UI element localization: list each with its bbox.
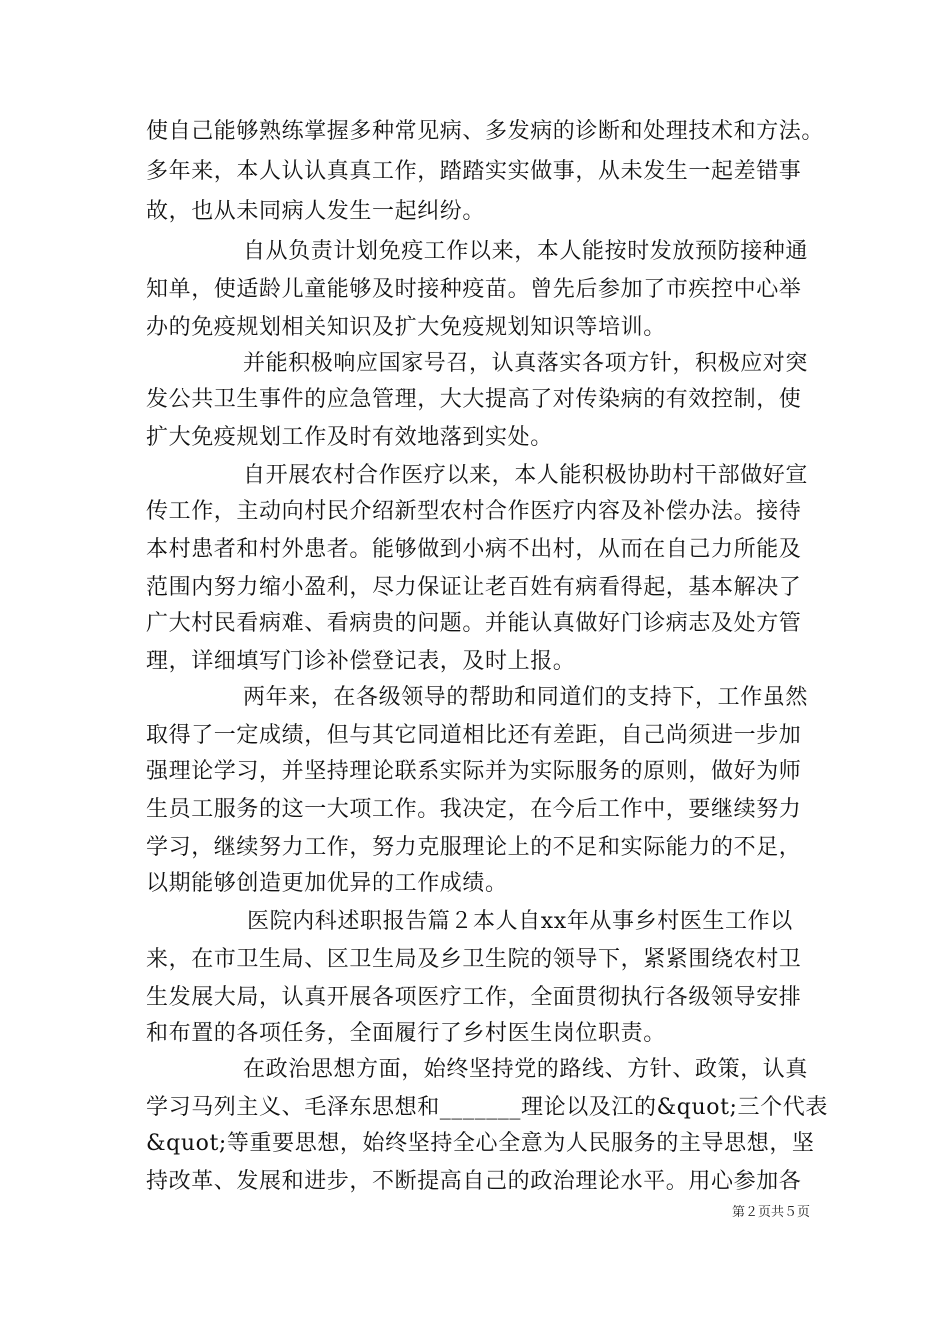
text-line: 生发展大局，认真开展各项医疗工作，全面贯彻执行各级领导安排 xyxy=(146,985,802,1010)
text-line: 办的免疫规划相关知识及扩大免疫规划知识等培训。 xyxy=(146,315,666,340)
text-line: 学习，继续努力工作，努力克服理论上的不足和实际能力的不足， xyxy=(146,835,802,860)
text-line: 生员工服务的这一大项工作。我决定，在今后工作中，要继续努力 xyxy=(146,797,802,822)
paragraph-first-line: 两年来，在各级领导的帮助和同道们的支持下，工作虽然 xyxy=(243,685,809,710)
text-line: 使自己能够熟练掌握多种常见病、多发病的诊断和处理技术和方法。 xyxy=(146,119,825,144)
text-line: 知单，使适龄儿童能够及时接种疫苗。曾先后参加了市疾控中心举 xyxy=(146,277,802,302)
text-line: 理，详细填写门诊补偿登记表，及时上报。 xyxy=(146,649,576,674)
text-line: 广大村民看病难、看病贵的问题。并能认真做好门诊病志及处方管 xyxy=(146,611,802,636)
paragraph-first-line: 自从负责计划免疫工作以来，本人能按时发放预防接种通 xyxy=(243,239,809,264)
text-line: 本村患者和村外患者。能够做到小病不出村，从而在自己力所能及 xyxy=(146,537,802,562)
text-line: 学习马列主义、毛泽东思想和_______理论以及江的&quot;三个代表 xyxy=(146,1095,828,1120)
text-line: 发公共卫生事件的应急管理，大大提高了对传染病的有效控制，使 xyxy=(146,387,802,412)
text-line: 故，也从未同病人发生一起纠纷。 xyxy=(146,199,486,224)
text-line: 扩大免疫规划工作及时有效地落到实处。 xyxy=(146,425,553,450)
text-line: 以期能够创造更加优异的工作成绩。 xyxy=(146,871,508,896)
text-line: 持改革、发展和进步，不断提高自己的政治理论水平。用心参加各 xyxy=(146,1169,802,1194)
text-line: 来，在市卫生局、区卫生局及乡卫生院的领导下，紧紧围绕农村卫 xyxy=(146,947,802,972)
text-line: 传工作，主动向村民介绍新型农村合作医疗内容及补偿办法。接待 xyxy=(146,499,802,524)
text-line: 取得了一定成绩，但与其它同道相比还有差距，自己尚须进一步加 xyxy=(146,723,802,748)
paragraph-first-line: 在政治思想方面，始终坚持党的路线、方针、政策，认真 xyxy=(243,1057,809,1082)
text-line: 强理论学习，并坚持理论联系实际并为实际服务的原则，做好为师 xyxy=(146,759,802,784)
paragraph-first-line: 自开展农村合作医疗以来，本人能积极协助村干部做好宣 xyxy=(243,463,809,488)
text-line: &quot;等重要思想，始终坚持全心全意为人民服务的主导思想，坚 xyxy=(146,1131,815,1156)
page-number: 第２页共５页 xyxy=(731,1205,810,1220)
text-line: 多年来，本人认认真真工作，踏踏实实做事，从未发生一起差错事 xyxy=(146,159,802,184)
paragraph-first-line: 并能积极响应国家号召，认真落实各项方针，积极应对突 xyxy=(243,351,809,376)
text-line: 范围内努力缩小盈利，尽力保证让老百姓有病看得起，基本解决了 xyxy=(146,575,802,600)
section-heading-line: 医院内科述职报告篇２本人自xx年从事乡村医生工作以 xyxy=(247,909,793,934)
text-line: 和布置的各项任务，全面履行了乡村医生岗位职责。 xyxy=(146,1021,666,1046)
